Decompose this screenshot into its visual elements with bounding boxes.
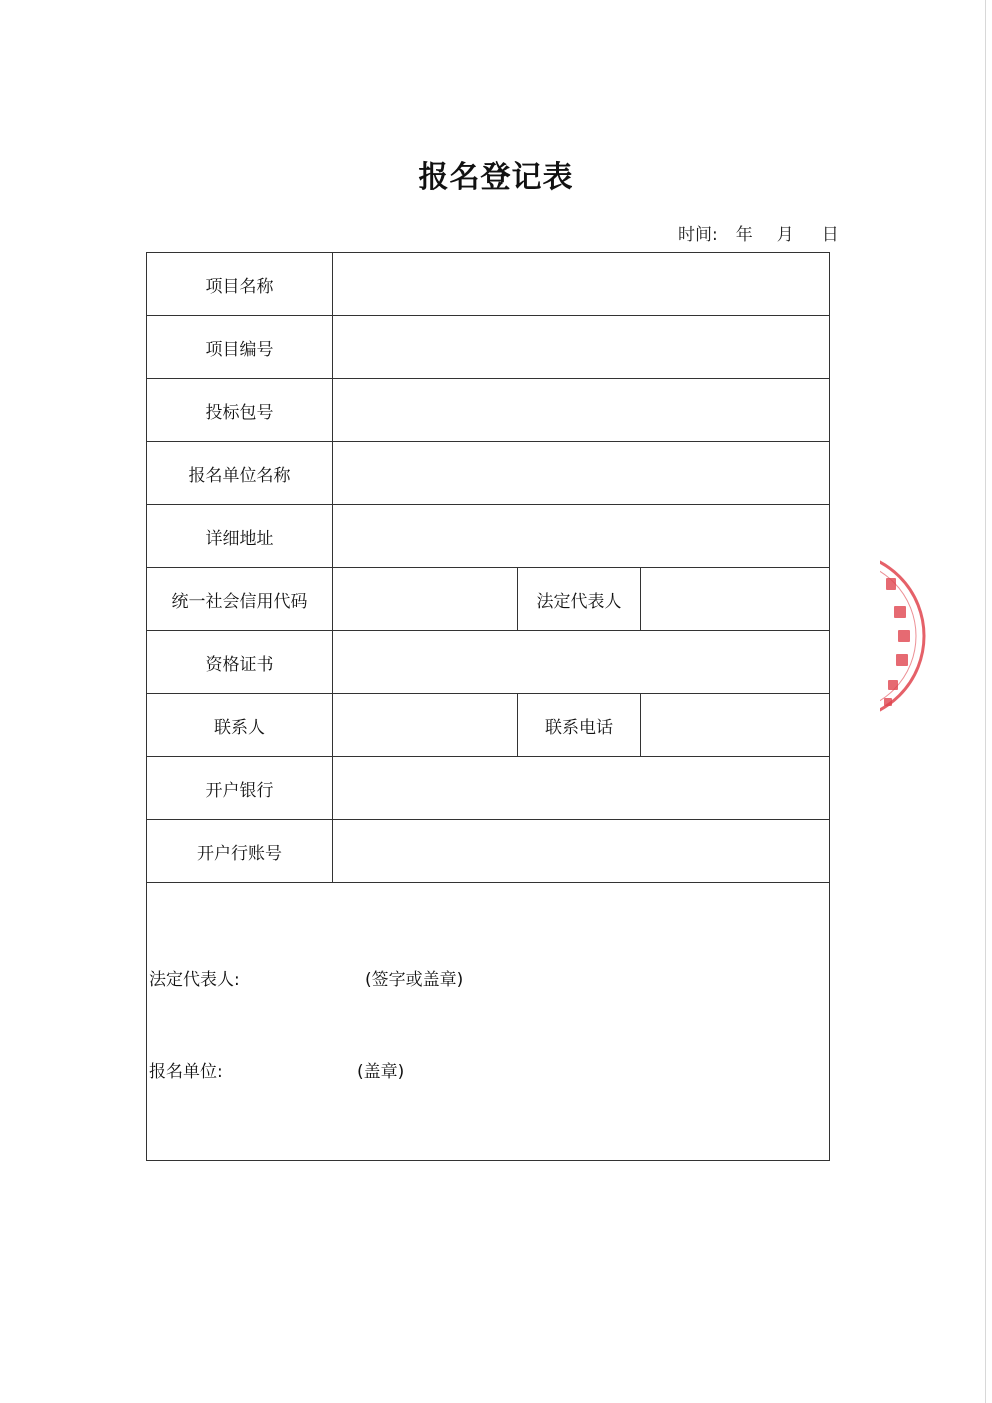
address-field[interactable] (333, 505, 829, 567)
project-number-field[interactable] (333, 316, 829, 378)
page-edge (985, 0, 986, 1403)
credit-code-field[interactable] (333, 568, 518, 630)
field-label: 资格证书 (147, 631, 333, 693)
legal-rep-sign-note: (签字或盖章) (365, 970, 464, 990)
legal-rep-field[interactable] (641, 568, 829, 630)
contact-person-field[interactable] (333, 694, 518, 756)
registration-form (146, 252, 830, 1161)
field-label: 报名单位名称 (147, 442, 333, 504)
signature-area (147, 883, 829, 1161)
document-title: 报名登记表 (418, 160, 574, 195)
qualification-field[interactable] (333, 631, 829, 693)
unit-name-field[interactable] (333, 442, 829, 504)
form-row-project-name (147, 253, 829, 316)
field-label: 统一社会信用代码 (147, 568, 333, 630)
field-label: 联系电话 (518, 694, 641, 756)
contact-phone-field[interactable] (641, 694, 829, 756)
field-label: 开户行账号 (147, 820, 333, 882)
field-label: 项目编号 (147, 316, 333, 378)
field-label: 投标包号 (147, 379, 333, 441)
date-day-unit: 日 (821, 225, 839, 245)
form-row-account (147, 820, 829, 883)
field-label: 开户银行 (147, 757, 333, 819)
field-label: 法定代表人 (518, 568, 641, 630)
form-row-unit-name (147, 442, 829, 505)
bid-package-field[interactable] (333, 379, 829, 441)
field-label: 详细地址 (147, 505, 333, 567)
form-row-bank (147, 757, 829, 820)
form-row-credit-code (147, 568, 829, 631)
field-label: 项目名称 (147, 253, 333, 315)
date-month-unit: 月 (776, 225, 794, 245)
form-row-contact (147, 694, 829, 757)
legal-rep-sign-label: 法定代表人: (149, 970, 240, 990)
bank-field[interactable] (333, 757, 829, 819)
form-row-qualification (147, 631, 829, 694)
field-label: 联系人 (147, 694, 333, 756)
form-row-bid-package (147, 379, 829, 442)
date-year-unit: 年 (735, 225, 753, 245)
form-row-project-number (147, 316, 829, 379)
date-line (678, 220, 839, 245)
unit-sign-note: (盖章) (357, 1062, 405, 1082)
unit-sign-label: 报名单位: (149, 1062, 223, 1082)
partial-seal-stamp (880, 548, 934, 723)
date-label: 时间: (678, 225, 718, 245)
form-row-address (147, 505, 829, 568)
project-name-field[interactable] (333, 253, 829, 315)
account-field[interactable] (333, 820, 829, 882)
